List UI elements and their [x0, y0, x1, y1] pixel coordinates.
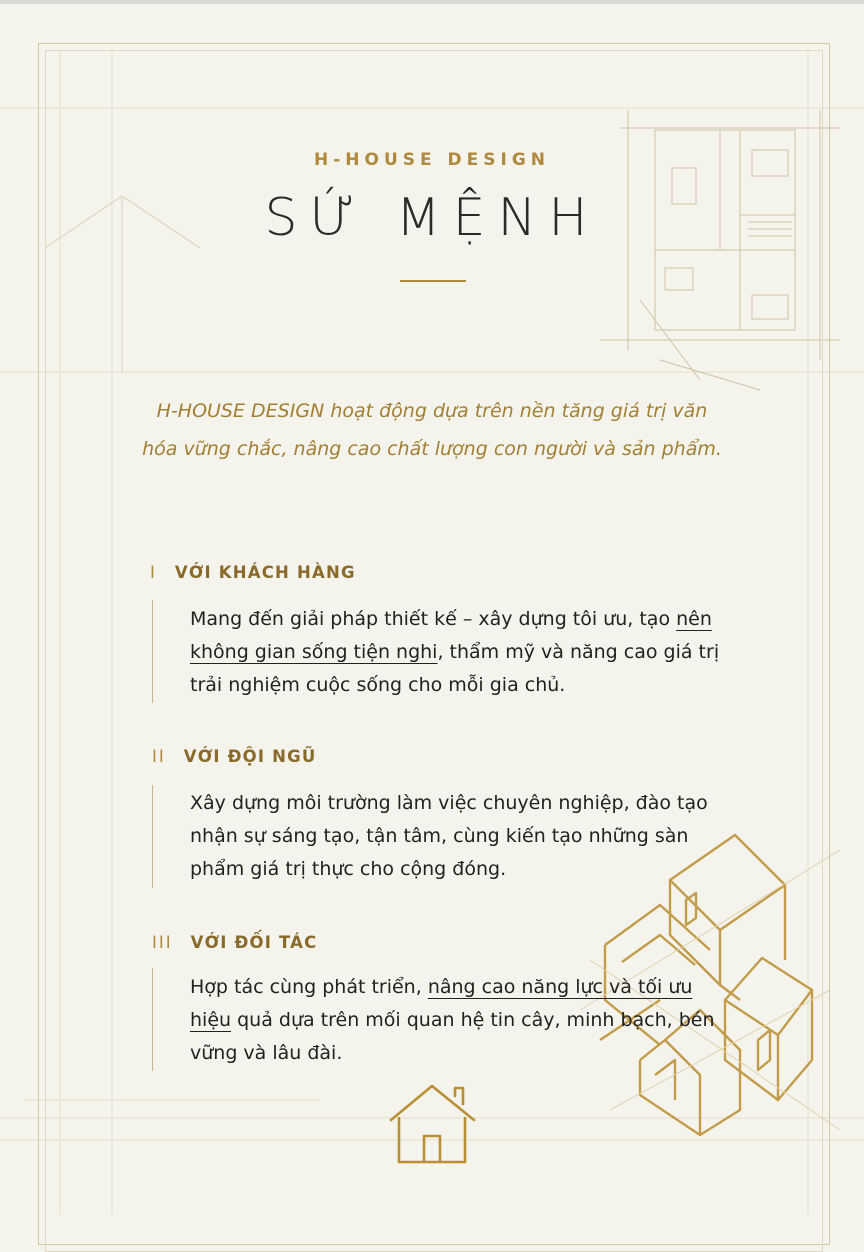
- body-text: quả dựa trên mối quan hệ tin cây, minh bạch, bén: [231, 1009, 715, 1031]
- intro-text: H-HOUSE DESIGN hoạt động dựa trên nền tăng giá trị văn hóa vững chắc, nâng cao chất lượng con người và sản phẩm.: [142, 400, 722, 460]
- title-underline: [400, 280, 466, 282]
- body-line: nhận sự sáng tạo, tận tâm, cùng kiến tạo những sàn: [190, 825, 689, 847]
- brand-name: H-HOUSE DESIGN: [313, 150, 550, 170]
- section-bar: [152, 785, 153, 888]
- section-bar: [152, 600, 153, 703]
- body-text: Mang đến giải pháp thiết kế – xây dựng tôi ưu, tạo: [190, 608, 677, 630]
- section-title: VỚI KHÁCH HÀNG: [174, 563, 356, 582]
- body-line: [190, 971, 730, 1004]
- body-text-underlined: nên: [676, 608, 712, 630]
- body-text-underlined: không gian sống tiện nghi: [190, 641, 438, 663]
- body-text: Hợp tác cùng phát triển,: [190, 976, 428, 998]
- body-text: , thẩm mỹ và năng cao giá trị: [437, 641, 720, 663]
- body-line: [190, 1004, 730, 1037]
- section-heading-customers: [150, 563, 356, 582]
- section-body-team: [190, 787, 730, 886]
- section-body-partners: [190, 971, 730, 1070]
- body-line: Xây dựng môi trường làm việc chuyên nghiệp, đào tạo: [190, 792, 708, 814]
- body-text-underlined: hiệu: [190, 1009, 232, 1031]
- body-text-underlined: nâng cao năng lực và tối ưu: [427, 976, 693, 998]
- section-numeral: III: [152, 933, 173, 952]
- section-title: VỚI ĐỘI NGŨ: [183, 747, 317, 766]
- body-line: vững và lâu đài.: [190, 1042, 343, 1064]
- section-title: VỚI ĐỐI TÁC: [190, 933, 318, 952]
- section-body-customers: [190, 603, 730, 702]
- body-line: phẩm giá trị thực cho cộng đóng.: [190, 858, 507, 880]
- body-line: [190, 636, 730, 669]
- section-bar: [152, 968, 153, 1071]
- section-numeral: I: [150, 563, 157, 582]
- page-title: SỨ MỆNH: [264, 188, 600, 248]
- section-numeral: II: [152, 747, 166, 766]
- body-line: trải nghiệm cuộc sống cho mỗi gia chủ.: [190, 674, 566, 696]
- body-line: [190, 603, 730, 636]
- section-heading-partners: [152, 933, 317, 952]
- section-heading-team: [152, 747, 317, 766]
